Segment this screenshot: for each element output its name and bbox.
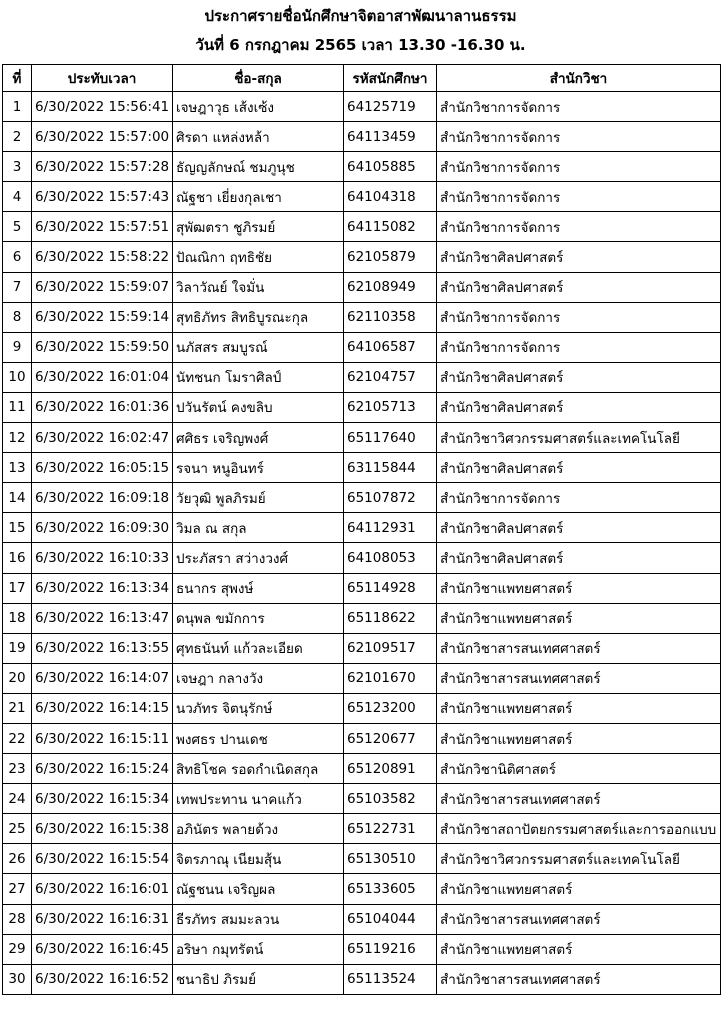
- row-student-name: เทพประทาน นาคแก้ว: [173, 784, 344, 814]
- row-school: สำนักวิชาการจัดการ: [437, 483, 721, 513]
- row-school: สำนักวิชาสารสนเทศศาสตร์: [437, 663, 721, 693]
- row-timestamp: 6/30/2022 15:59:07: [32, 272, 173, 302]
- row-timestamp: 6/30/2022 16:13:34: [32, 573, 173, 603]
- row-school: สำนักวิชาการจัดการ: [437, 152, 721, 182]
- row-school: สำนักวิชาการจัดการ: [437, 302, 721, 332]
- row-timestamp: 6/30/2022 15:56:41: [32, 92, 173, 122]
- row-student-id: 62109517: [344, 633, 437, 663]
- row-student-name: ปวันรัตน์ คงขลิบ: [173, 392, 344, 422]
- table-row: [3, 242, 721, 272]
- row-student-id: 65120677: [344, 723, 437, 753]
- table-row: [3, 784, 721, 814]
- row-school: สำนักวิชาการจัดการ: [437, 122, 721, 152]
- row-number: 12: [3, 423, 32, 453]
- row-number: 21: [3, 693, 32, 723]
- row-school: สำนักวิชาสถาปัตยกรรมศาสตร์และการออกแบบ: [437, 814, 721, 844]
- row-timestamp: 6/30/2022 16:15:24: [32, 754, 173, 784]
- row-school: สำนักวิชาการจัดการ: [437, 332, 721, 362]
- row-student-name: รจนา หนูอินทร์: [173, 453, 344, 483]
- row-timestamp: 6/30/2022 16:15:54: [32, 844, 173, 874]
- row-timestamp: 6/30/2022 16:10:33: [32, 543, 173, 573]
- row-number: 17: [3, 573, 32, 603]
- table-row: [3, 483, 721, 513]
- row-school: สำนักวิชาสารสนเทศศาสตร์: [437, 633, 721, 663]
- row-student-id: 65117640: [344, 423, 437, 453]
- row-timestamp: 6/30/2022 16:16:31: [32, 904, 173, 934]
- table-row: [3, 964, 721, 994]
- row-student-id: 64104318: [344, 182, 437, 212]
- table-row: [3, 844, 721, 874]
- row-student-name: เจษฎาวุธ เส้งเซ้ง: [173, 92, 344, 122]
- row-school: สำนักวิชาการจัดการ: [437, 92, 721, 122]
- row-number: 27: [3, 874, 32, 904]
- table-row: [3, 633, 721, 663]
- table-row: [3, 754, 721, 784]
- row-student-id: 62105879: [344, 242, 437, 272]
- table-row: [3, 272, 721, 302]
- row-student-name: ดนุพล ขมักการ: [173, 603, 344, 633]
- row-number: 8: [3, 302, 32, 332]
- page-title: ประกาศรายชื่อนักศึกษาจิตอาสาพัฒนาลานธรรม: [204, 7, 517, 25]
- row-student-id: 65130510: [344, 844, 437, 874]
- table-row: [3, 723, 721, 753]
- row-timestamp: 6/30/2022 16:09:18: [32, 483, 173, 513]
- row-school: สำนักวิชาสารสนเทศศาสตร์: [437, 904, 721, 934]
- row-timestamp: 6/30/2022 16:14:07: [32, 663, 173, 693]
- table-header-row: [3, 65, 721, 92]
- table-row: [3, 573, 721, 603]
- row-number: 26: [3, 844, 32, 874]
- row-student-id: 64125719: [344, 92, 437, 122]
- row-number: 28: [3, 904, 32, 934]
- row-school: สำนักวิชาแพทยศาสตร์: [437, 693, 721, 723]
- row-school: สำนักวิชานิติศาสตร์: [437, 754, 721, 784]
- row-timestamp: 6/30/2022 16:15:11: [32, 723, 173, 753]
- row-timestamp: 6/30/2022 15:58:22: [32, 242, 173, 272]
- row-number: 14: [3, 483, 32, 513]
- row-number: 30: [3, 964, 32, 994]
- row-number: 4: [3, 182, 32, 212]
- row-student-id: 65104044: [344, 904, 437, 934]
- row-timestamp: 6/30/2022 15:57:28: [32, 152, 173, 182]
- row-student-name: ศุทธนันท์ แก้วละเอียด: [173, 633, 344, 663]
- row-number: 1: [3, 92, 32, 122]
- header-number: ที่: [3, 65, 32, 92]
- table-row: [3, 603, 721, 633]
- row-student-name: วัยวุฒิ พูลภิรมย์: [173, 483, 344, 513]
- table-row: [3, 543, 721, 573]
- row-school: สำนักวิชาวิศวกรรมศาสตร์และเทคโนโลยี: [437, 844, 721, 874]
- row-student-id: 62101670: [344, 663, 437, 693]
- row-student-name: อภินัตร พลายด้วง: [173, 814, 344, 844]
- row-timestamp: 6/30/2022 16:09:30: [32, 513, 173, 543]
- row-number: 10: [3, 362, 32, 392]
- row-school: สำนักวิชาศิลปศาสตร์: [437, 272, 721, 302]
- row-number: 5: [3, 212, 32, 242]
- row-number: 22: [3, 723, 32, 753]
- row-student-name: ประภัสรา สว่างวงศ์: [173, 543, 344, 573]
- table-row: [3, 693, 721, 723]
- row-school: สำนักวิชาแพทยศาสตร์: [437, 934, 721, 964]
- row-school: สำนักวิชาแพทยศาสตร์: [437, 573, 721, 603]
- row-student-id: 65107872: [344, 483, 437, 513]
- row-student-id: 63115844: [344, 453, 437, 483]
- row-student-name: นัทชนก โมราศิลป์: [173, 362, 344, 392]
- row-student-id: 62108949: [344, 272, 437, 302]
- row-timestamp: 6/30/2022 16:16:52: [32, 964, 173, 994]
- row-number: 2: [3, 122, 32, 152]
- row-timestamp: 6/30/2022 15:59:50: [32, 332, 173, 362]
- row-student-id: 65133605: [344, 874, 437, 904]
- row-student-id: 64113459: [344, 122, 437, 152]
- row-number: 13: [3, 453, 32, 483]
- row-student-name: ธัญญลักษณ์ ชมภูนุช: [173, 152, 344, 182]
- row-student-name: สิทธิโชค รอดกำเนิดสกุล: [173, 754, 344, 784]
- page-subtitle: วันที่ 6 กรกฎาคม 2565 เวลา 13.30 -16.30 น.: [195, 36, 526, 54]
- row-school: สำนักวิชาแพทยศาสตร์: [437, 603, 721, 633]
- row-student-id: 64115082: [344, 212, 437, 242]
- table-row: [3, 122, 721, 152]
- row-number: 11: [3, 392, 32, 422]
- row-student-id: 65118622: [344, 603, 437, 633]
- header-student-id: รหัสนักศึกษา: [344, 65, 437, 92]
- row-student-name: ชนาธิป ภิรมย์: [173, 964, 344, 994]
- row-student-name: ณัฐชนน เจริญผล: [173, 874, 344, 904]
- row-school: สำนักวิชาแพทยศาสตร์: [437, 874, 721, 904]
- row-student-name: อริษา กมุทรัตน์: [173, 934, 344, 964]
- row-timestamp: 6/30/2022 16:02:47: [32, 423, 173, 453]
- table-row: [3, 92, 721, 122]
- row-timestamp: 6/30/2022 15:57:43: [32, 182, 173, 212]
- row-school: สำนักวิชาศิลปศาสตร์: [437, 543, 721, 573]
- volunteer-table: [2, 64, 721, 995]
- row-school: สำนักวิชาการจัดการ: [437, 212, 721, 242]
- row-number: 23: [3, 754, 32, 784]
- header-school: สำนักวิชา: [437, 65, 721, 92]
- table-row: [3, 934, 721, 964]
- row-school: สำนักวิชาศิลปศาสตร์: [437, 362, 721, 392]
- row-student-name: ณัฐชา เยี่ยงกุลเชา: [173, 182, 344, 212]
- row-timestamp: 6/30/2022 16:01:04: [32, 362, 173, 392]
- row-timestamp: 6/30/2022 16:01:36: [32, 392, 173, 422]
- header-name: ชื่อ-สกุล: [173, 65, 344, 92]
- row-timestamp: 6/30/2022 16:13:55: [32, 633, 173, 663]
- row-student-name: สุพัฒตรา ชูภิรมย์: [173, 212, 344, 242]
- row-student-name: พงศธร ปานเดช: [173, 723, 344, 753]
- row-student-name: ศศิธร เจริญพงศ์: [173, 423, 344, 453]
- row-student-name: ศิรดา แหล่งหล้า: [173, 122, 344, 152]
- table-body: [3, 92, 721, 995]
- row-student-id: 62104757: [344, 362, 437, 392]
- row-timestamp: 6/30/2022 15:57:51: [32, 212, 173, 242]
- row-student-id: 65103582: [344, 784, 437, 814]
- table-row: [3, 152, 721, 182]
- row-student-name: นภัสสร สมบูรณ์: [173, 332, 344, 362]
- table-row: [3, 663, 721, 693]
- header-timestamp: ประทับเวลา: [32, 65, 173, 92]
- table-row: [3, 362, 721, 392]
- row-student-id: 64108053: [344, 543, 437, 573]
- row-number: 18: [3, 603, 32, 633]
- row-student-id: 65114928: [344, 573, 437, 603]
- row-timestamp: 6/30/2022 16:16:45: [32, 934, 173, 964]
- row-timestamp: 6/30/2022 16:15:38: [32, 814, 173, 844]
- row-school: สำนักวิชาวิศวกรรมศาสตร์และเทคโนโลยี: [437, 423, 721, 453]
- row-school: สำนักวิชาการจัดการ: [437, 182, 721, 212]
- row-timestamp: 6/30/2022 15:59:14: [32, 302, 173, 332]
- row-student-id: 65120891: [344, 754, 437, 784]
- row-timestamp: 6/30/2022 16:16:01: [32, 874, 173, 904]
- row-student-name: เจษฎา กลางวัง: [173, 663, 344, 693]
- table-row: [3, 182, 721, 212]
- row-student-id: 64106587: [344, 332, 437, 362]
- row-number: 29: [3, 934, 32, 964]
- row-number: 24: [3, 784, 32, 814]
- row-timestamp: 6/30/2022 16:05:15: [32, 453, 173, 483]
- table-row: [3, 392, 721, 422]
- row-timestamp: 6/30/2022 16:14:15: [32, 693, 173, 723]
- row-student-id: 62105713: [344, 392, 437, 422]
- row-number: 9: [3, 332, 32, 362]
- row-student-id: 64112931: [344, 513, 437, 543]
- table-row: [3, 423, 721, 453]
- row-student-name: จิตรภาณุ เนียมสุ้น: [173, 844, 344, 874]
- table-row: [3, 332, 721, 362]
- table-row: [3, 513, 721, 543]
- row-student-name: ปัณณิกา ฤทธิชัย: [173, 242, 344, 272]
- row-number: 19: [3, 633, 32, 663]
- row-number: 25: [3, 814, 32, 844]
- row-number: 7: [3, 272, 32, 302]
- row-student-name: วิลาวัณย์ ใจมั่น: [173, 272, 344, 302]
- row-student-name: วิมล ณ สกุล: [173, 513, 344, 543]
- row-student-name: ธนากร สุพงษ์: [173, 573, 344, 603]
- row-number: 16: [3, 543, 32, 573]
- table-row: [3, 302, 721, 332]
- table-row: [3, 453, 721, 483]
- row-student-id: 65113524: [344, 964, 437, 994]
- row-student-id: 65123200: [344, 693, 437, 723]
- table-row: [3, 814, 721, 844]
- row-school: สำนักวิชาศิลปศาสตร์: [437, 242, 721, 272]
- row-timestamp: 6/30/2022 15:57:00: [32, 122, 173, 152]
- row-timestamp: 6/30/2022 16:13:47: [32, 603, 173, 633]
- table-row: [3, 212, 721, 242]
- row-student-name: สุทธิภัทร สิทธิบูรณะกุล: [173, 302, 344, 332]
- row-school: สำนักวิชาศิลปศาสตร์: [437, 453, 721, 483]
- row-student-id: 62110358: [344, 302, 437, 332]
- row-school: สำนักวิชาศิลปศาสตร์: [437, 513, 721, 543]
- row-number: 6: [3, 242, 32, 272]
- row-student-id: 65119216: [344, 934, 437, 964]
- row-timestamp: 6/30/2022 16:15:34: [32, 784, 173, 814]
- row-school: สำนักวิชาสารสนเทศศาสตร์: [437, 784, 721, 814]
- table-row: [3, 874, 721, 904]
- row-school: สำนักวิชาสารสนเทศศาสตร์: [437, 964, 721, 994]
- table-row: [3, 904, 721, 934]
- row-school: สำนักวิชาศิลปศาสตร์: [437, 392, 721, 422]
- row-student-id: 64105885: [344, 152, 437, 182]
- row-number: 20: [3, 663, 32, 693]
- row-number: 15: [3, 513, 32, 543]
- row-student-name: ธีรภัทร สมมะลวน: [173, 904, 344, 934]
- row-student-id: 65122731: [344, 814, 437, 844]
- row-student-name: นวภัทร จิตนุรักษ์: [173, 693, 344, 723]
- row-number: 3: [3, 152, 32, 182]
- row-school: สำนักวิชาแพทยศาสตร์: [437, 723, 721, 753]
